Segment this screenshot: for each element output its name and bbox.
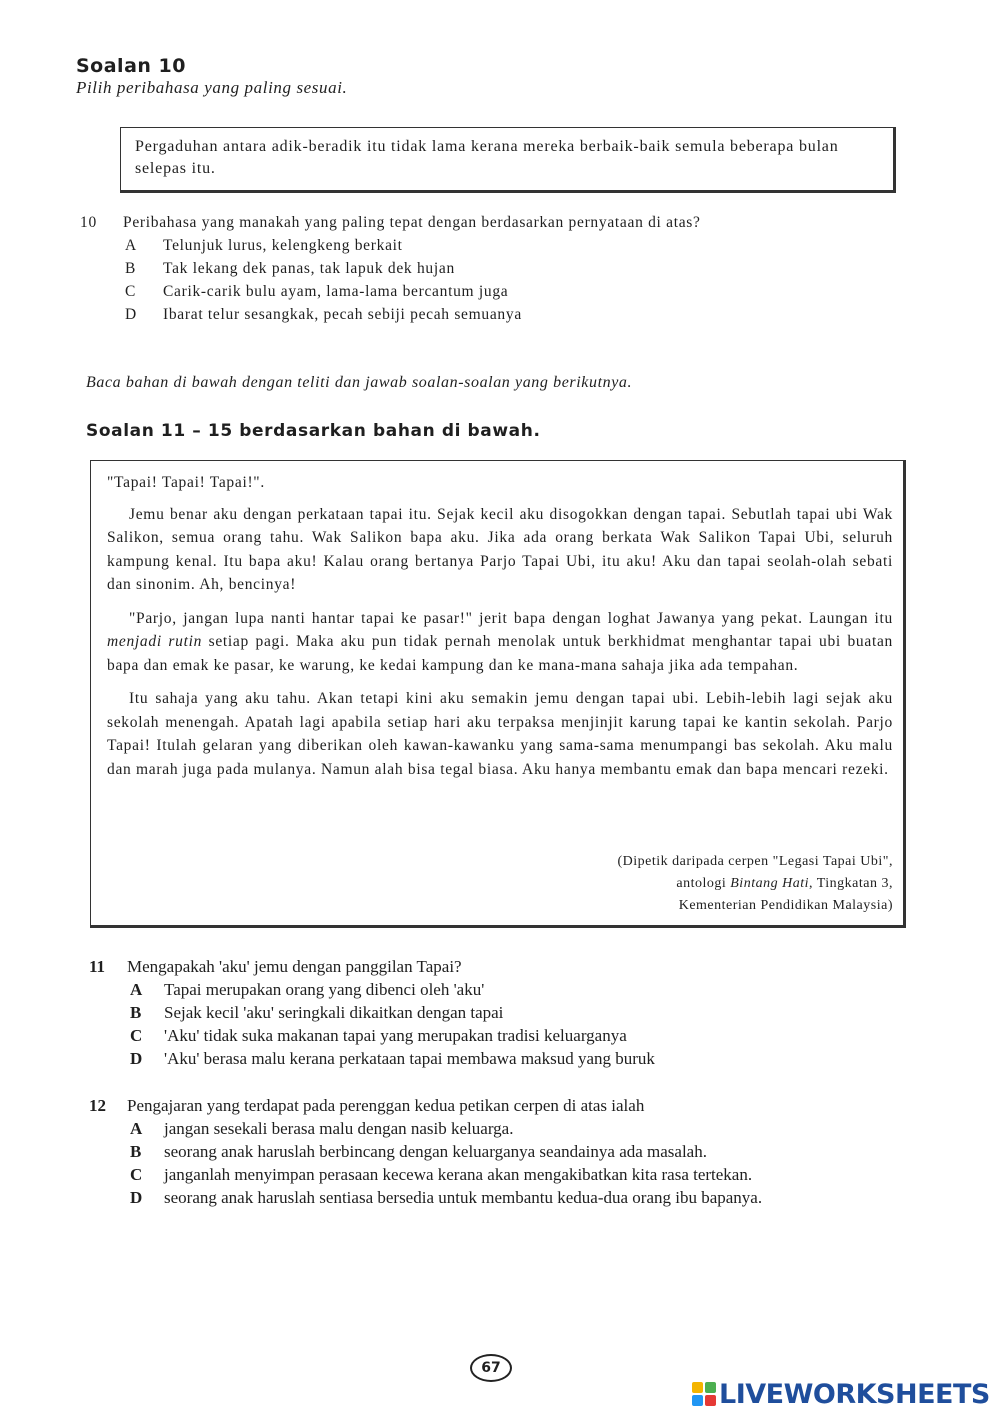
passage-box xyxy=(90,460,906,928)
option-letter: C xyxy=(130,1165,143,1184)
option-text: Tak lekang dek panas, tak lapuk dek hujan xyxy=(163,260,455,277)
heading-soalan-11-15: Soalan 11 – 15 berdasarkan bahan di bawah. xyxy=(86,421,541,441)
logo-square xyxy=(705,1382,716,1393)
question-stem: Peribahasa yang manakah yang paling tepat dengan berdasarkan pernyataan di atas? xyxy=(123,214,701,231)
source-title: Bintang Hati xyxy=(730,876,809,891)
passage-paragraph-1: Jemu benar aku dengan perkataan tapai itu. Sejak kecil aku disogokkan dengan tapai. Sebutlah tapai ubi Wak Salikon, semua orang tahu. Wak Salikon bapa aku. Jika ada orang berkata Wak Salikon Tapai Ubi, seluruh kampung kenal. Itu bapa aku! Kalau orang bertanya Parjo Tapai Ubi, itu aku! Aku dan tapai seolah-olah sebati dan sinonim. Ah, bencinya! xyxy=(107,505,893,593)
question-number: 11 xyxy=(89,957,106,976)
option-text: Ibarat telur sesangkak, pecah sebiji pecah semuanya xyxy=(163,306,522,323)
source-line-1: (Dipetik daripada cerpen "Legasi Tapai Ubi", xyxy=(617,854,893,869)
source-text: antologi xyxy=(676,876,731,891)
option-text: seorang anak haruslah berbincang dengan keluarganya seandainya ada masalah. xyxy=(164,1142,707,1161)
option-text: seorang anak haruslah sentiasa bersedia untuk membantu kedua-dua orang ibu bapanya. xyxy=(164,1188,763,1207)
passage-text: setiap pagi. Maka aku pun tidak pernah menolak untuk berkhidmat menghantar tapai ubi buatan bapa dan emak ke pasar, ke warung, ke kedai kampung dan ke mana-mana sahaja jika ada tempahan. xyxy=(107,633,893,674)
option-letter: C xyxy=(130,1026,143,1045)
option-letter: D xyxy=(130,1188,143,1207)
option-letter: B xyxy=(125,260,137,277)
question-number: 10 xyxy=(80,214,97,231)
source-line-2 xyxy=(617,873,893,895)
source-line-3: Kementerian Pendidikan Malaysia) xyxy=(678,898,893,913)
option-letter: B xyxy=(130,1003,142,1022)
liveworksheets-brand[interactable] xyxy=(692,1377,990,1411)
option-text: 'Aku' tidak suka makanan tapai yang merupakan tradisi keluarganya xyxy=(164,1026,627,1045)
question-stem: Mengapakah 'aku' jemu dengan panggilan Tapai? xyxy=(127,957,462,976)
option-text: 'Aku' berasa malu kerana perkataan tapai membawa maksud yang buruk xyxy=(164,1049,655,1068)
option-letter: C xyxy=(125,283,137,300)
heading-soalan-10: Soalan 10 xyxy=(76,55,186,77)
option-letter: D xyxy=(125,306,137,323)
page-number: 67 xyxy=(470,1354,512,1382)
brand-text: LIVEWORKSHEETS xyxy=(719,1378,990,1410)
option-text: Carik-carik bulu ayam, lama-lama bercantum juga xyxy=(163,283,509,300)
source-text: , Tingkatan 3, xyxy=(808,876,893,891)
liveworksheets-logo-icon xyxy=(692,1382,716,1406)
passage-emphasis: menjadi rutin xyxy=(107,633,203,650)
passage-paragraph-2 xyxy=(107,607,893,678)
option-letter: A xyxy=(130,980,143,999)
instruction-q10: Pilih peribahasa yang paling sesuai. xyxy=(76,78,348,97)
logo-square xyxy=(692,1382,703,1393)
statement-text: Pergaduhan antara adik-beradik itu tidak lama kerana mereka berbaik-baik semula beberapa bulan selepas itu. xyxy=(135,138,839,177)
passage-paragraph-0: "Tapai! Tapai! Tapai!". xyxy=(107,474,265,491)
option-text: jangan sesekali berasa malu dengan nasib keluarga. xyxy=(164,1119,514,1138)
option-letter: A xyxy=(125,237,137,254)
option-text: Tapai merupakan orang yang dibenci oleh 'aku' xyxy=(164,980,485,999)
statement-box-q10 xyxy=(120,127,896,193)
option-text: janganlah menyimpan perasaan kecewa kerana akan mengakibatkan kita rasa tertekan. xyxy=(164,1165,753,1184)
instruction-passage: Baca bahan di bawah dengan teliti dan jawab soalan-soalan yang berikutnya. xyxy=(86,374,633,391)
option-text: Sejak kecil 'aku' seringkali dikaitkan dengan tapai xyxy=(164,1003,504,1022)
passage-paragraph-3: Itu sahaja yang aku tahu. Akan tetapi kini aku semakin jemu dengan tapai ubi. Lebih-lebih lagi sejak aku sekolah menengah. Apatah lagi apabila setiap hari aku terpaksa menjinjit karung tapai ke kantin sekolah. Parjo Tapai! Itulah gelaran yang diberikan oleh kawan-kawanku yang sama-sama menumpangi bas sekolah. Aku malu dan marah juga pada mulanya. Namun alah bisa tegal biasa. Aku hanya membantu emak dan bapa mencari rezeki. xyxy=(107,690,893,778)
option-text: Telunjuk lurus, kelengkeng berkait xyxy=(163,237,403,254)
option-letter: A xyxy=(130,1119,143,1138)
question-number: 12 xyxy=(89,1096,106,1115)
question-stem: Pengajaran yang terdapat pada perenggan kedua petikan cerpen di atas ialah xyxy=(127,1096,645,1115)
passage-text: "Parjo, jangan lupa nanti hantar tapai ke pasar!" jerit bapa dengan loghat Jawanya yang pekat. Laungan itu xyxy=(129,609,893,627)
passage-source xyxy=(617,851,893,917)
option-letter: B xyxy=(130,1142,142,1161)
logo-square xyxy=(705,1395,716,1406)
logo-square xyxy=(692,1395,703,1406)
option-letter: D xyxy=(130,1049,143,1068)
